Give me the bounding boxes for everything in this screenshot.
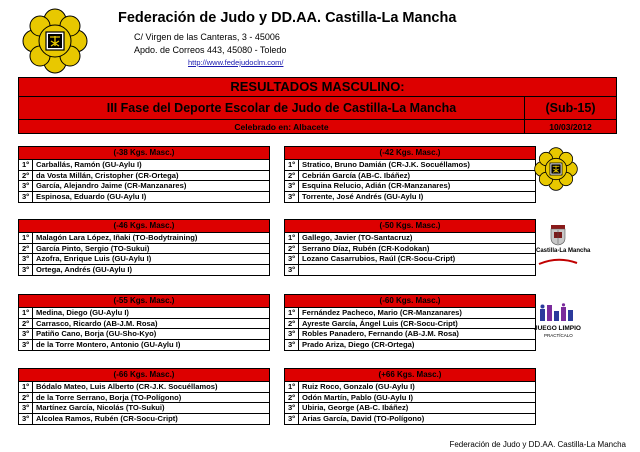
footer-text: Federación de Judo y DD.AA. Castilla-La Mancha [449,440,626,449]
website-link[interactable]: http://www.fedejudoclm.com/ [188,58,284,67]
result-row [285,393,535,404]
position: 2º [19,171,33,181]
athlete-name: García, Alejandro Jaime (CR-Manzanares) [36,181,187,190]
position: 1º [285,233,299,243]
result-row [19,308,269,319]
athlete-name: Ubiria, George (AB-C. Ibáñez) [302,403,409,412]
athlete-name: Espinosa, Eduardo (GU-Aylu I) [36,191,147,201]
athlete-name: Ortega, Andrés (GU-Aylu I) [36,264,133,274]
athlete-name: Malagón Lara López, Iñaki (TO-Bodytraining) [36,233,198,242]
weight-box-left-1 [18,219,270,276]
juego-limpio-sublabel: PRACTÍCALO [544,333,573,338]
address-line-1: C/ Virgen de las Canteras, 3 - 45006 [134,32,280,42]
result-row [285,382,535,393]
federation-logo-small [534,147,578,191]
position: 3º [285,254,299,264]
weight-box-right-2 [284,294,536,351]
position: 2º [19,319,33,329]
event-banner [18,96,617,119]
result-row [19,254,269,265]
weight-box-left-3 [18,368,270,425]
athlete-name: Ruiz Roco, Gonzalo (GU-Aylu I) [302,382,415,391]
position: 1º [19,308,33,318]
result-row [285,265,535,276]
athlete-name: Bódalo Mateo, Luis Alberto (CR-J.K. Socuéllamos) [36,382,218,391]
weight-category-header: (-60 Kgs. Masc.) [285,295,535,308]
castilla-la-mancha-logo [536,224,591,274]
weight-box-left-2 [18,294,270,351]
event-date: 10/03/2012 [524,120,616,133]
athlete-name: Fernández Pacheco, Mario (CR-Manzanares) [302,308,462,317]
weight-box-left-0 [18,146,270,203]
position: 2º [285,393,299,403]
position: 2º [19,393,33,403]
position: 3º [285,329,299,339]
weight-box-right-1 [284,219,536,276]
result-row [285,308,535,319]
juego-limpio-logo [530,303,586,343]
result-row [19,171,269,182]
weight-category-header: (-55 Kgs. Masc.) [19,295,269,308]
position: 1º [19,160,33,170]
athlete-name: Prado Ariza, Diego (CR-Ortega) [302,339,415,349]
athlete-name: Patiño Cano, Borja (GU-Sho-Kyo) [36,329,157,338]
result-row [285,171,535,182]
athlete-name: Robles Panadero, Fernando (AB-J.M. Rosa) [302,329,459,338]
position: 3º [285,403,299,413]
athlete-name: Carrasco, Ricardo (AB-J.M. Rosa) [36,318,158,328]
position: 3º [19,340,33,351]
position: 3º [19,254,33,264]
weight-box-right-3 [284,368,536,425]
position: 3º [19,265,33,276]
athlete-name: de la Torre Montero, Antonio (GU-Aylu I) [36,339,181,349]
result-row [285,160,535,171]
address-line-2: Apdo. de Correos 443, 45080 - Toledo [134,45,287,55]
position: 3º [285,192,299,203]
athlete-name: Lozano Casarrubios, Raúl (CR-Socu-Cript) [302,254,456,263]
weight-category-header: (-42 Kgs. Masc.) [285,147,535,160]
result-row [19,160,269,171]
position: 1º [285,308,299,318]
position: 3º [19,329,33,339]
clm-label: Castilla-La Mancha [536,248,591,254]
weight-category-header: (-38 Kgs. Masc.) [19,147,269,160]
athlete-name: Cebrián García (AB-C. Ibáñez) [302,170,411,180]
event-name: III Fase del Deporte Escolar de Judo de Castilla-La Mancha [106,101,457,115]
position: 2º [19,244,33,254]
result-row [19,244,269,255]
result-row [19,192,269,203]
position: 1º [19,233,33,243]
result-row [285,233,535,244]
athlete-name: Carballás, Ramón (GU-Aylu I) [36,160,142,169]
result-row [285,329,535,340]
result-row [19,265,269,276]
result-row [19,319,269,330]
athlete-name: Ayreste García, Ángel Luis (CR-Socu-Cript) [302,318,458,328]
position: 2º [285,244,299,254]
athlete-name: Serrano Díaz, Rubén (CR-Kodokan) [302,243,430,253]
position: 3º [285,265,299,276]
result-row [285,254,535,265]
result-row [19,393,269,404]
athlete-name: Stratico, Bruno Damián (CR-J.K. Socuéllamos) [302,160,470,169]
weight-category-header: (-50 Kgs. Masc.) [285,220,535,233]
result-row [285,414,535,425]
result-row [285,403,535,414]
result-row [19,329,269,340]
position: 3º [19,414,33,425]
event-location: Celebrado en: Albacete [234,121,329,132]
result-row [19,414,269,425]
athlete-name: Medina, Diego (GU-Aylu I) [36,308,129,317]
result-row [19,382,269,393]
athlete-name: de la Torre Serrano, Borja (TO-Polígono) [36,392,182,402]
weight-category-header: (+66 Kgs. Masc.) [285,369,535,382]
athlete-name: da Vosta Millán, Cristopher (CR-Ortega) [36,170,179,180]
juego-limpio-label: JUEGO LIMPIO [534,325,581,332]
athlete-name: Torrente, José Andrés (GU-Aylu I) [302,191,424,201]
crest-icon [548,224,568,246]
athlete-name: Arias García, David (TO-Polígono) [302,413,425,423]
event-details [18,119,617,134]
athlete-name: Gallego, Javier (TO-Santacruz) [302,233,413,242]
position: 1º [19,382,33,392]
organization-name: Federación de Judo y DD.AA. Castilla-La Mancha [118,10,457,26]
event-category: (Sub-15) [524,97,616,119]
swoosh-icon [538,258,578,266]
athlete-name: García Pinto, Sergio (TO-Sukui) [36,243,150,253]
position: 3º [285,340,299,351]
federation-logo [22,8,88,74]
result-row [285,181,535,192]
position: 3º [19,181,33,191]
position: 1º [285,382,299,392]
athlete-name: Azofra, Enrique Luis (GU-Aylu I) [36,254,152,263]
result-row [19,340,269,351]
position: 3º [285,414,299,425]
position: 3º [19,192,33,203]
athlete-name: Alcolea Ramos, Rubén (CR-Socu-Cript) [36,413,178,423]
figures-icon [538,303,580,323]
athlete-name: Esquina Relucio, Adián (CR-Manzanares) [302,181,451,190]
weight-box-right-0 [284,146,536,203]
athlete-name [299,265,302,276]
result-row [285,192,535,203]
athlete-name: Martínez García, Nicolás (TO-Sukui) [36,403,165,412]
position: 3º [19,403,33,413]
result-row [19,403,269,414]
athlete-name: Odón Martín, Pablo (GU-Aylu I) [302,392,414,402]
result-row [19,233,269,244]
result-row [285,340,535,351]
result-row [19,181,269,192]
results-title: RESULTADOS MASCULINO: [18,77,617,96]
result-row [285,319,535,330]
position: 2º [285,319,299,329]
position: 3º [285,181,299,191]
weight-category-header: (-46 Kgs. Masc.) [19,220,269,233]
result-row [285,244,535,255]
position: 2º [285,171,299,181]
position: 1º [285,160,299,170]
weight-category-header: (-66 Kgs. Masc.) [19,369,269,382]
